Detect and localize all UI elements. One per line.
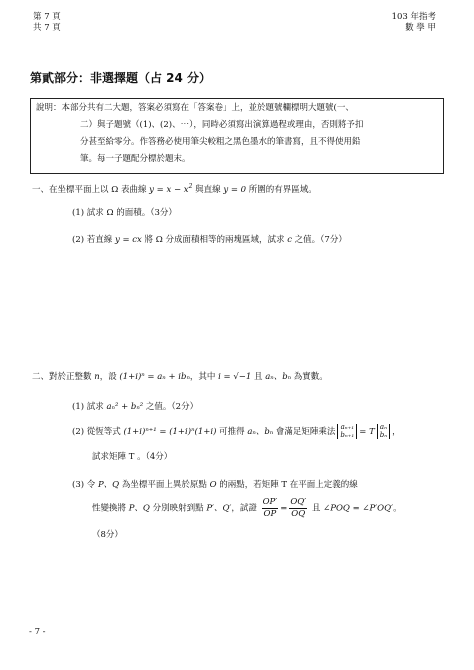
q2p3-pq-prime: P′、Q′ — [206, 503, 232, 514]
q1-curve — [149, 185, 192, 195]
fraction-op-denominator: OP — [263, 508, 277, 519]
q2p3-pq: P、Q — [97, 480, 120, 490]
q2p3-text: 的兩點，若矩陣 T 在平面上定義的線 — [216, 480, 358, 490]
q2p1-expression: aₙ² + bₙ² — [106, 402, 144, 412]
matrix-left-bottom: bₙ₊₁ — [340, 430, 355, 439]
q1p2-text: (2) 若直線 — [72, 235, 115, 245]
instructions-line: 分甚至給零分。作答務必使用筆尖較粗之黑色墨水的筆書寫，且不得使用鉛 — [80, 137, 361, 147]
q1p2-line: y = cx — [114, 235, 142, 245]
question-1-part-2 — [72, 235, 347, 246]
fraction-op-numerator: OP′ — [262, 497, 278, 507]
q2p2-text: ， — [392, 427, 401, 438]
q2-text: 為實數。 — [291, 372, 328, 382]
instructions-line: 筆。每一子題配分標於題末。 — [80, 154, 191, 164]
question-2-part-3-score: （8分） — [92, 530, 123, 540]
question-2-part-2-cont: 試求矩陣 T 。（4分） — [92, 452, 173, 462]
fraction-equals: = — [280, 503, 288, 514]
q2p1-text: 之值。（2分） — [143, 402, 199, 412]
question-2-part-2 — [72, 424, 401, 439]
q1-line: y = 0 — [223, 184, 247, 195]
q1-curve-text: y = x − x — [149, 184, 189, 195]
q2-n: n — [94, 372, 100, 382]
q2-an-bn: aₙ、bₙ — [265, 372, 292, 382]
question-2-part-3-cont — [92, 498, 402, 518]
fraction-oq-denominator: OQ — [291, 508, 306, 519]
q2p2-text: 可推得 — [216, 427, 248, 438]
q2p2-an-bn: aₙ、bₙ — [247, 427, 274, 438]
q1-text: 一、在坐標平面上以 Ω 表曲線 — [32, 184, 150, 195]
q2p2-text: 會滿足矩陣乘法 — [273, 427, 336, 438]
q2p3-text: 且 — [309, 503, 324, 514]
matrix-left-top: aₙ₊₁ — [340, 423, 355, 431]
instructions-line: 說明：本部分共有二大題，答案必須寫在「答案卷」上，並於題號欄標明大題號(一、 — [36, 103, 354, 113]
matrix-equals-t: = T — [359, 427, 375, 438]
page-footer: - 7 - — [29, 627, 46, 637]
q2p2-text: (2) 從恆等式 — [72, 427, 124, 438]
page-number-label: 第 7 頁 — [33, 12, 61, 22]
matrix-right — [377, 424, 390, 439]
q2-i-definition: i = √−1 — [218, 372, 252, 382]
q2-text: ，設 — [99, 372, 120, 382]
q2p3-text: 性變換將 — [92, 503, 129, 514]
matrix-right-top: aₙ — [379, 423, 387, 431]
q2-equation: (1+i)ⁿ = aₙ + ibₙ — [119, 372, 190, 382]
question-2-stem — [32, 372, 328, 383]
total-pages-label: 共 7 頁 — [33, 22, 61, 33]
q2p3-origin: O — [209, 480, 217, 490]
q2p3-text: 為坐標平面上異於原點 — [119, 480, 210, 490]
question-2-part-3 — [72, 480, 358, 491]
q2p1-text: (1) 試求 — [72, 402, 107, 412]
fraction-oq — [289, 498, 307, 518]
q1-text: 所圍的有界區域。 — [246, 184, 317, 195]
q2p3-text: 。 — [393, 503, 402, 514]
matrix-left — [337, 424, 357, 439]
q1-curve-exponent: 2 — [188, 183, 193, 190]
section-title: 第貳部分：非選擇題（占 24 分） — [30, 71, 212, 85]
instructions-box — [30, 98, 444, 174]
q1p2-text: 之值。（7分） — [291, 235, 347, 245]
q1p2-text: 將 Ω 分成面積相等的兩塊區域，試求 — [141, 235, 288, 245]
question-1-stem — [32, 183, 317, 195]
instructions-line: 二）與子題號（(1)、(2)、⋯），同時必須寫出演算過程或理由，否則將予扣 — [80, 120, 364, 130]
q1p2-c: c — [287, 235, 292, 245]
q2p3-text: 分別映射到點 — [149, 503, 207, 514]
q1-text: 與直線 — [192, 184, 224, 195]
q2p3-text: (3) 令 — [72, 480, 98, 490]
q2-text: ，其中 — [189, 372, 219, 382]
q2p3-pq-repeat: P、Q — [128, 503, 150, 514]
fraction-oq-numerator: OQ′ — [290, 497, 307, 507]
q2p3-text: ，試證 — [231, 503, 260, 514]
page-header-left — [33, 12, 61, 33]
fraction-op — [262, 498, 279, 518]
q2-text: 二、對於正整數 — [32, 372, 95, 382]
page-header-right — [376, 12, 436, 33]
q2p3-angle: ∠POQ = ∠P′OQ′ — [323, 503, 394, 514]
question-2-part-1 — [72, 402, 198, 413]
q2-text: 且 — [251, 372, 266, 382]
question-1-part-1: (1) 試求 Ω 的面積。（3分） — [72, 208, 177, 218]
exam-year-label: 103 年指考 — [391, 12, 436, 22]
exam-subject-label: 數 學 甲 — [405, 22, 436, 33]
q2p2-identity: (1+i)ⁿ⁺¹ = (1+i)ⁿ(1+i) — [123, 427, 217, 438]
matrix-right-bottom: bₙ — [379, 430, 388, 439]
